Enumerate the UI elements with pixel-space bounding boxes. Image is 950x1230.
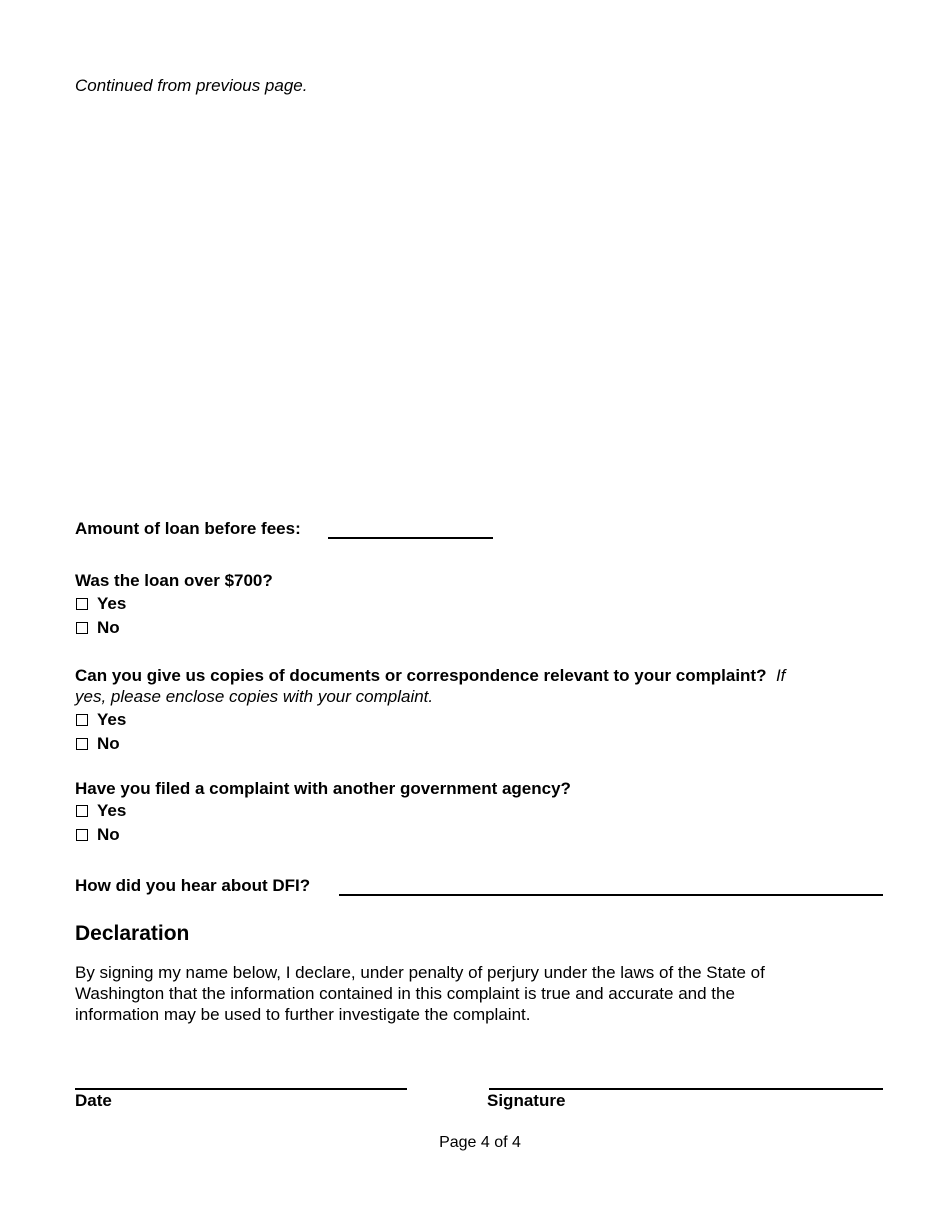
checkbox-icon[interactable] <box>76 805 88 817</box>
loan-over-700-no[interactable] <box>76 618 120 638</box>
option-label: Yes <box>97 594 127 613</box>
documents-question: Can you give us copies of documents or correspondence relevant to your complaint? <box>75 666 767 685</box>
checkbox-icon[interactable] <box>76 738 88 750</box>
other-agency-yes[interactable] <box>76 801 126 821</box>
documents-yes[interactable] <box>76 710 126 730</box>
signature-label: Signature <box>487 1091 566 1110</box>
hear-about-label: How did you hear about DFI? <box>75 876 311 895</box>
checkbox-icon[interactable] <box>76 829 88 841</box>
loan-amount-field[interactable] <box>328 521 493 539</box>
checkbox-icon[interactable] <box>76 598 88 610</box>
documents-question-line <box>75 666 785 686</box>
documents-note-start: If <box>775 666 786 685</box>
other-agency-question: Have you filed a complaint with another government agency? <box>75 779 571 798</box>
loan-over-700-yes[interactable] <box>76 594 126 614</box>
declaration-heading: Declaration <box>75 922 190 945</box>
date-label: Date <box>75 1091 112 1110</box>
option-label: No <box>97 618 120 637</box>
declaration-line-1: By signing my name below, I declare, under penalty of perjury under the laws of the State of <box>75 963 765 982</box>
continued-note: Continued from previous page. <box>75 76 308 95</box>
other-agency-no[interactable] <box>76 825 120 845</box>
checkbox-icon[interactable] <box>76 622 88 634</box>
date-field[interactable] <box>75 1072 407 1090</box>
loan-over-700-question: Was the loan over $700? <box>75 571 273 590</box>
documents-no[interactable] <box>76 734 120 754</box>
loan-amount-label: Amount of loan before fees: <box>75 519 301 538</box>
option-label: Yes <box>97 801 127 820</box>
option-label: No <box>97 734 120 753</box>
checkbox-icon[interactable] <box>76 714 88 726</box>
hear-about-field[interactable] <box>339 878 883 896</box>
option-label: Yes <box>97 710 127 729</box>
page-number: Page 4 of 4 <box>439 1134 521 1151</box>
declaration-line-3: information may be used to further investigate the complaint. <box>75 1005 531 1024</box>
option-label: No <box>97 825 120 844</box>
declaration-line-2: Washington that the information contained in this complaint is true and accurate and the <box>75 984 735 1003</box>
documents-note: yes, please enclose copies with your complaint. <box>75 687 434 706</box>
signature-field[interactable] <box>489 1072 883 1090</box>
